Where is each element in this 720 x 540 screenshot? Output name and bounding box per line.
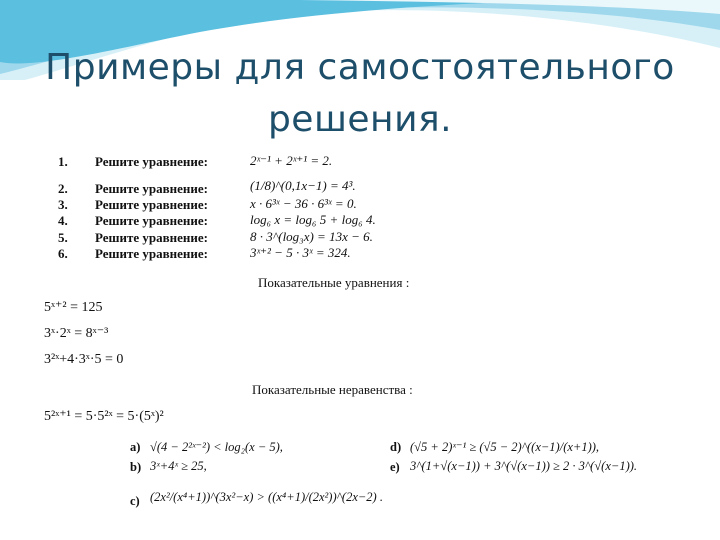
section-heading-equations: Показательные уравнения : [258, 275, 410, 290]
inequality-b-label: b) [130, 460, 142, 474]
task-1-equation: 2ˣ⁻¹ + 2ˣ⁺¹ = 2. [250, 153, 333, 168]
task-4-label: Решите уравнение: [95, 213, 209, 228]
inequality-c: (2x²/(x⁴+1))^(3x²−x) > ((x⁴+1)/(2x²))^(2x−2) . [150, 490, 383, 504]
inequality-a: √(4 − 2²ˣ⁻²) < log₂(x − 5), [150, 440, 283, 454]
exp-equation-3: 3²ˣ+4·3ˣ·5 = 0 [44, 352, 124, 367]
slide-title-line-2: решения. [267, 99, 453, 140]
inequality-d-label: d) [390, 440, 402, 454]
exp-equation-2: 3ˣ·2ˣ = 8ˣ⁻³ [44, 326, 109, 341]
task-5-number: 5. [58, 230, 68, 245]
task-3-number: 3. [58, 197, 68, 212]
exp-equation-1: 5ˣ⁺² = 125 [44, 300, 103, 315]
inequality-c-label: c) [130, 494, 140, 508]
task-2-label: Решите уравнение: [95, 181, 209, 196]
inequality-d: (√5 + 2)ˣ⁻¹ ≥ (√5 − 2)^((x−1)/(x+1)), [410, 440, 600, 454]
task-6-equation: 3ˣ⁺² − 5 · 3ˣ = 324. [250, 245, 351, 260]
task-6-label: Решите уравнение: [95, 246, 209, 261]
inequality-e-label: e) [390, 460, 400, 474]
task-2-number: 2. [58, 181, 68, 196]
task-5-label: Решите уравнение: [95, 230, 209, 245]
section-heading-inequalities: Показательные неравенства : [252, 382, 413, 397]
task-4-number: 4. [58, 213, 68, 228]
task-3-equation: x · 6³ˣ − 36 · 6³ˣ = 0. [250, 196, 357, 211]
task-5-equation: 8 · 3^(log₃x) = 13x − 6. [250, 229, 373, 244]
exp-identity: 5²ˣ⁺¹ = 5·5²ˣ = 5·(5ˣ)² [44, 409, 164, 424]
task-6-number: 6. [58, 246, 68, 261]
inequality-a-label: a) [130, 440, 141, 454]
task-2-equation: (1/8)^(0,1x−1) = 4³. [250, 178, 356, 193]
slide-title-line-1: Примеры для самостоятельного [45, 47, 675, 88]
task-1-number: 1. [58, 154, 68, 169]
inequality-b: 3ˣ+4ˣ ≥ 25, [150, 459, 207, 473]
task-1-label: Решите уравнение: [95, 154, 209, 169]
task-3-label: Решите уравнение: [95, 197, 209, 212]
task-4-equation: log₆ x = log₆ 5 + log₆ 4. [250, 212, 376, 227]
inequality-e: 3^(1+√(x−1)) + 3^(√(x−1)) ≥ 2 · 3^(√(x−1)). [410, 459, 638, 473]
